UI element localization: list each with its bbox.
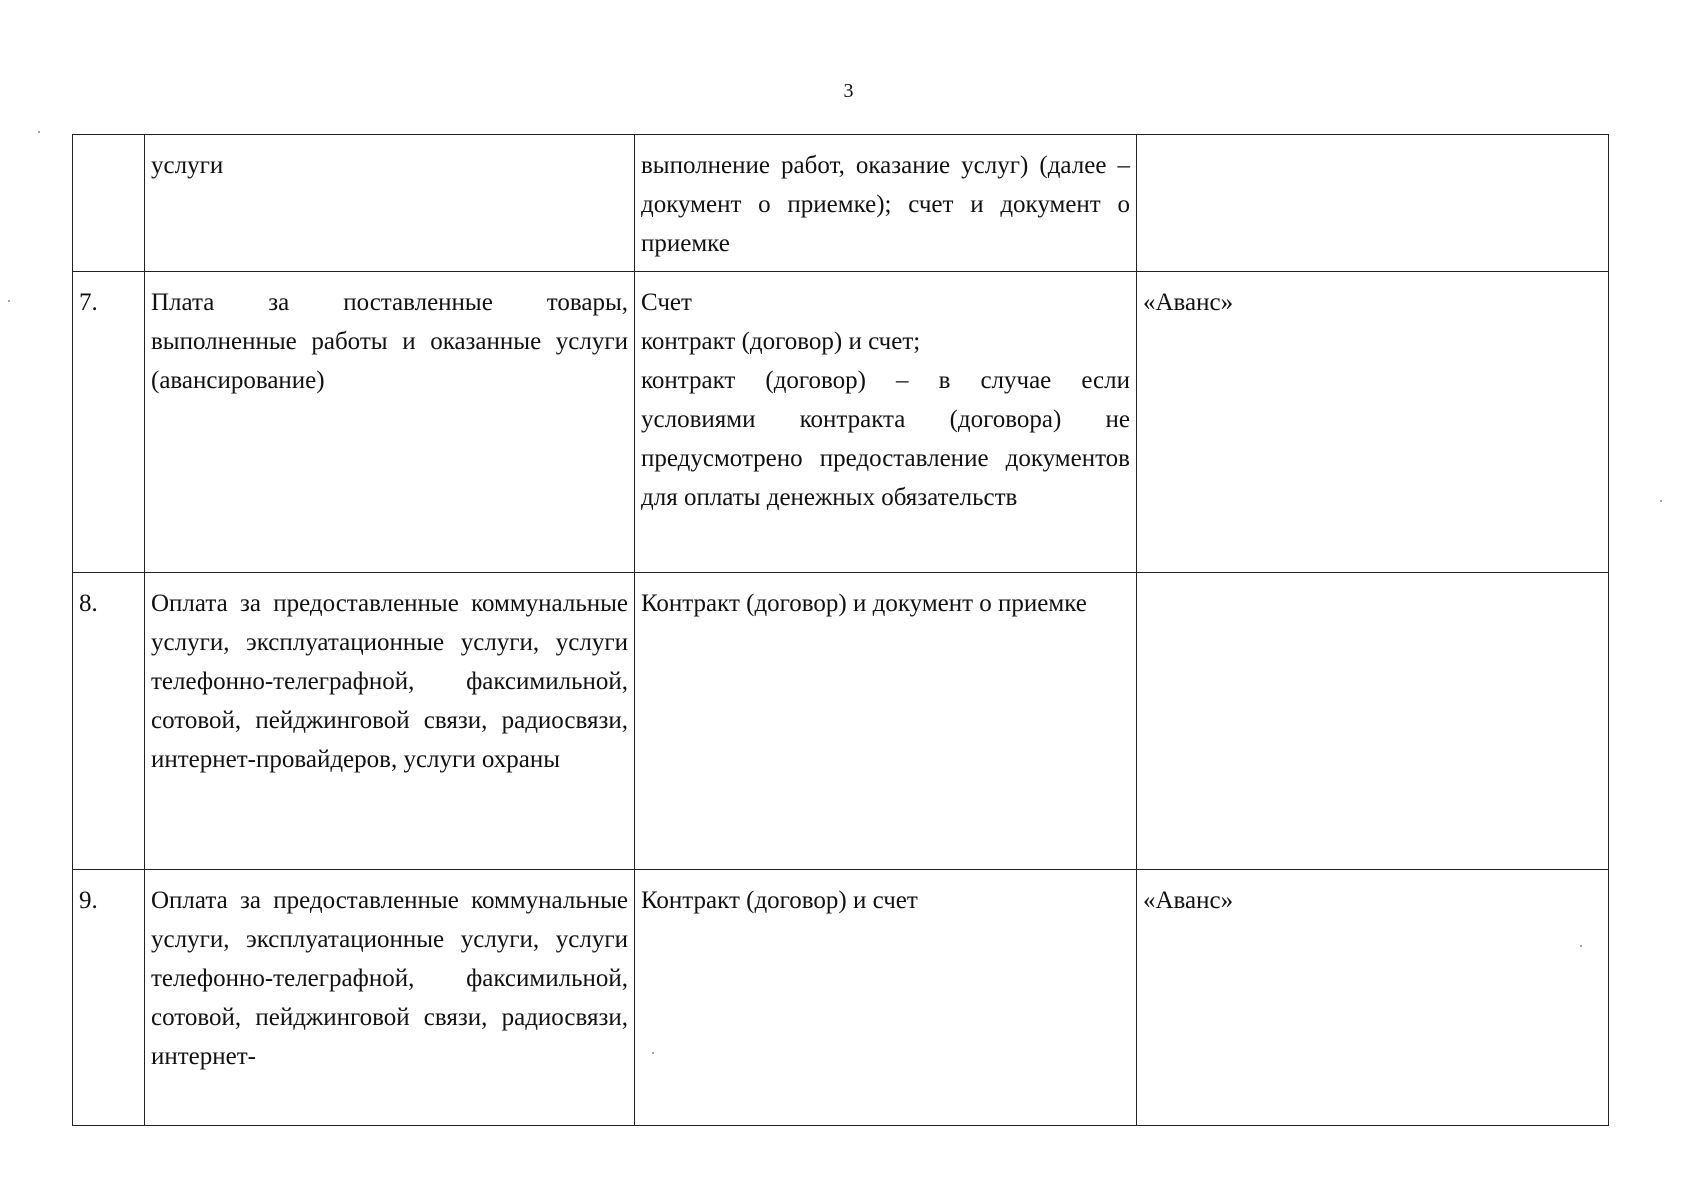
row-number-cell: 9. [73,870,145,1126]
document-line: Контракт (договор) и документ о приемке [641,590,1087,617]
payment-name-cell: услуги [145,135,635,272]
status-cell [1137,135,1609,272]
scan-speck [8,300,10,302]
documents-cell [635,272,1137,573]
payment-name-cell: Оплата за предоставленные коммунальные услуги, эксплуатационные услуги, услуги телефонно-телеграфной, факсимильной, сотовой, пейджинговой связи, радиосвязи, интернет-провайдеров, услуги охраны [145,573,635,870]
document-line: контракт (договор) и счет; [641,328,921,355]
scan-speck [38,131,40,133]
page-number: 3 [843,80,854,102]
table-row [73,135,1609,272]
table-row [73,272,1609,573]
payment-name-cell: Оплата за предоставленные коммунальные услуги, эксплуатационные услуги, услуги телефонно-телеграфной, факсимильной, сотовой, пейджинговой связи, радиосвязи, интернет- [145,870,635,1126]
row-number-cell [73,135,145,272]
status-cell [1137,573,1609,870]
table-row [73,870,1609,1126]
documents-cell [635,135,1137,272]
scan-speck [1660,500,1662,502]
status-cell: «Аванс» [1137,272,1609,573]
scan-speck [652,1052,654,1054]
payment-documents-table [72,134,1609,1126]
row-number-cell: 8. [73,573,145,870]
scan-speck [1580,945,1582,947]
document-line: Контракт (договор) и счет [641,887,918,914]
documents-cell [635,573,1137,870]
document-line: контракт (договор) – в случае если условиями контракта (договора) не предусмотрено предоставление документов для оплаты денежных обязательств [641,367,1130,511]
payment-name-cell: Плата за поставленные товары, выполненные работы и оказанные услуги (авансирование) [145,272,635,573]
row-number-cell: 7. [73,272,145,573]
document-line: Счет [641,289,692,316]
documents-cell [635,870,1137,1126]
table-row [73,573,1609,870]
document-line: выполнение работ, оказание услуг) (далее – документ о приемке); счет и документ о приемке [641,152,1130,257]
status-cell: «Аванс» [1137,870,1609,1126]
